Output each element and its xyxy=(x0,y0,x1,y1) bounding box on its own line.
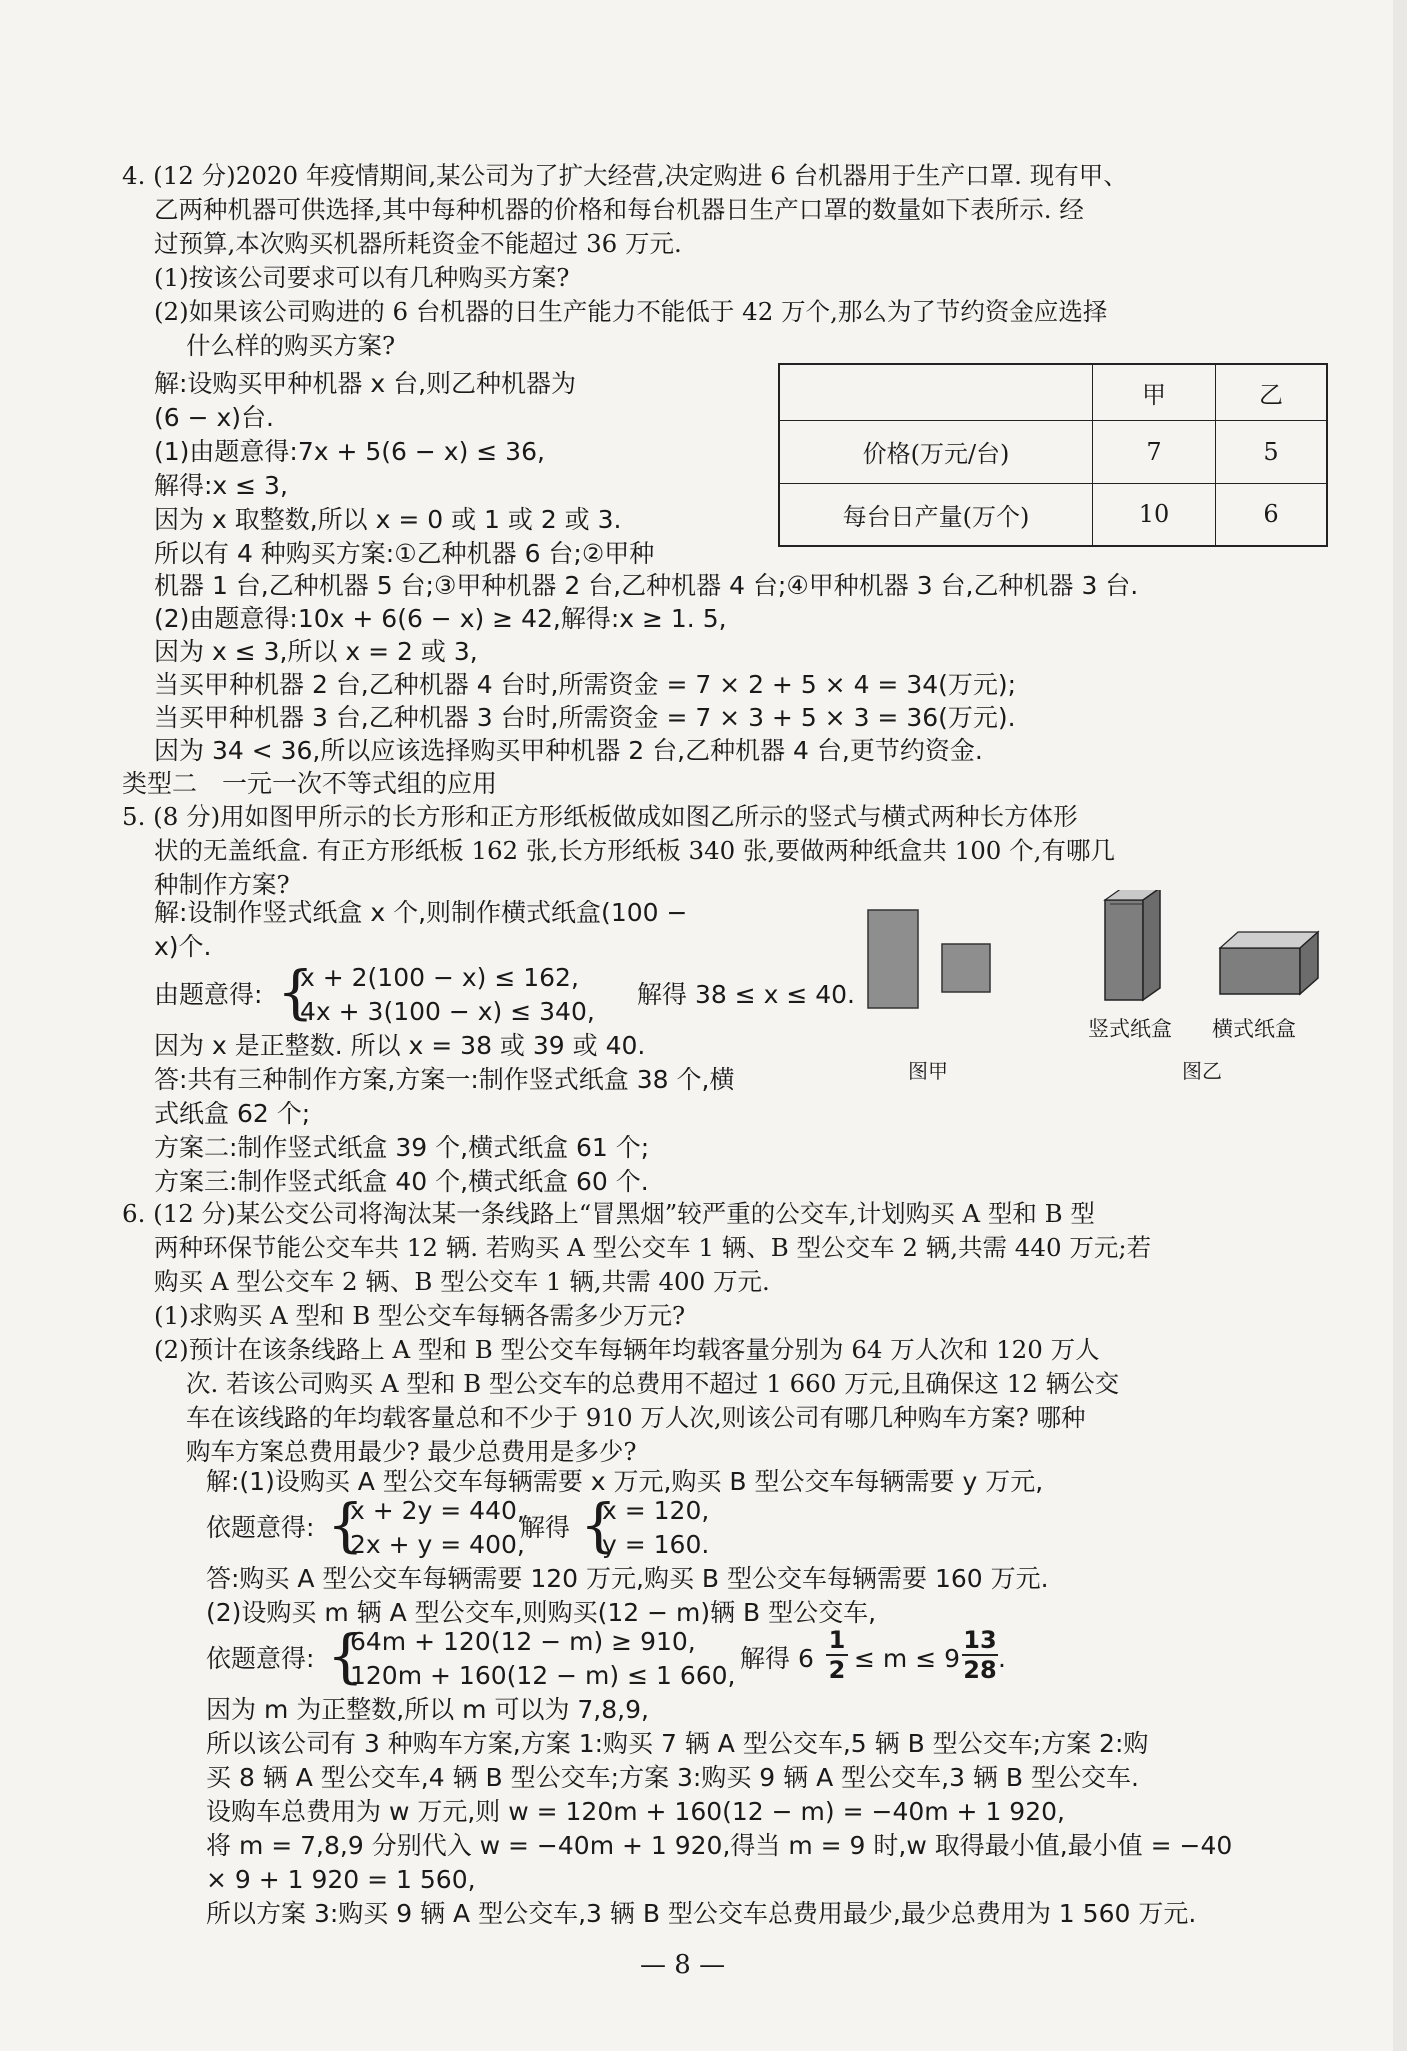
q5-system-result: 解得 38 ≤ x ≤ 40. xyxy=(637,980,855,1009)
q5-solution-2: x)个. xyxy=(154,932,212,961)
q5-solution-5: 答:共有三种制作方案,方案一:制作竖式纸盒 38 个,横 xyxy=(154,1065,735,1094)
q5-system-brace: { xyxy=(277,958,314,1026)
q6-line-2: 两种环保节能公交车共 12 辆. 若购买 A 型公交车 1 辆、B 型公交车 2 辆,共需 440 万元;若 xyxy=(154,1233,1152,1262)
q6-sub-2-line-4: 购车方案总费用最少? 最少总费用是多少? xyxy=(186,1437,637,1466)
table-row xyxy=(779,483,1327,546)
table-row xyxy=(779,421,1327,484)
table-cell: 每台日产量(万个) xyxy=(779,483,1093,546)
q4-line-1: 4. (12 分)2020 年疫情期间,某公司为了扩大经营,决定购进 6 台机器用于生产口罩. 现有甲、 xyxy=(122,161,1128,190)
q6-system2-eq2: 120m + 160(12 − m) ≤ 1 660, xyxy=(350,1661,736,1690)
q4-solution-3: (1)由题意得:7x + 5(6 − x) ≤ 36, xyxy=(154,437,545,466)
fraction-denominator: 28 xyxy=(963,1656,997,1684)
q6-system1-y: y = 160. xyxy=(602,1530,710,1559)
q6-system2-eq1: 64m + 120(12 − m) ≥ 910, xyxy=(350,1627,696,1656)
q5-system-eq1: x + 2(100 − x) ≤ 162, xyxy=(300,963,579,992)
q5-line-2: 状的无盖纸盒. 有正方形纸板 162 张,长方形纸板 340 张,要做两种纸盒共 100 个,有哪几 xyxy=(154,836,1115,865)
page-edge xyxy=(1393,0,1407,2051)
q6-sub-2-line-3: 车在该线路的年均载客量总和不少于 910 万人次,则该公司有哪几种购车方案? 哪种 xyxy=(186,1403,1086,1432)
q4-solution-2: (6 − x)台. xyxy=(154,403,274,432)
q6-system2-solve: 解得 6 xyxy=(740,1644,814,1673)
fraction-numerator: 1 xyxy=(828,1626,846,1654)
table-header-yi: 乙 xyxy=(1216,364,1328,421)
q4-sub-1: (1)按该公司要求可以有几种购买方案? xyxy=(154,263,570,292)
q6-sub-2: (2)预计在该条线路上 A 型和 B 型公交车每辆年均载客量分别为 64 万人次和 120 万人 xyxy=(154,1335,1100,1364)
q5-solution-1: 解:设制作竖式纸盒 x 个,则制作横式纸盒(100 − xyxy=(154,898,688,927)
q6-system1-brace: { xyxy=(327,1491,364,1559)
square-board-icon xyxy=(942,944,990,992)
q6-solution-10: 将 m = 7,8,9 分别代入 w = −40m + 1 920,得当 m = 9 时,w 取得最小值,最小值 = −40 xyxy=(206,1831,1233,1860)
vertical-box-icon xyxy=(1105,890,1160,1000)
q4-solution-7: 机器 1 台,乙种机器 5 台;③甲种机器 2 台,乙种机器 4 台;④甲种机器 3 台,乙种机器 3 台. xyxy=(154,571,1139,600)
q6-line-3: 购买 A 型公交车 2 辆、B 型公交车 1 辆,共需 400 万元. xyxy=(154,1267,770,1296)
horizontal-box-caption: 横式纸盒 xyxy=(1212,1017,1296,1041)
section-heading: 类型二 一元一次不等式组的应用 xyxy=(122,769,498,798)
fraction-one-half xyxy=(826,1626,848,1684)
q5-solution-6: 式纸盒 62 个; xyxy=(154,1099,311,1128)
table-cell: 价格(万元/台) xyxy=(779,421,1093,484)
q5-solution-8: 方案三:制作竖式纸盒 40 个,横式纸盒 60 个. xyxy=(154,1167,649,1196)
table-cell: 5 xyxy=(1216,421,1328,484)
q4-solution-12: 因为 34 < 36,所以应该选择购买甲种机器 2 台,乙种机器 4 台,更节约资金. xyxy=(154,736,983,765)
q5-solution-7: 方案二:制作竖式纸盒 39 个,横式纸盒 61 个; xyxy=(154,1133,650,1162)
q4-solution-5: 因为 x 取整数,所以 x = 0 或 1 或 2 或 3. xyxy=(154,505,622,534)
q4-sub-2-cont: 什么样的购买方案? xyxy=(186,331,396,360)
fraction-thirteen-28 xyxy=(962,1626,998,1684)
q6-solution-11: × 9 + 1 920 = 1 560, xyxy=(206,1865,476,1894)
figure-a-caption: 图甲 xyxy=(908,1059,948,1083)
q6-sub-2-line-2: 次. 若该公司购买 A 型和 B 型公交车的总费用不超过 1 660 万元,且确保这 12 辆公交 xyxy=(186,1369,1120,1398)
q6-system2-brace: { xyxy=(327,1622,364,1690)
q6-system1-solve: 解得 xyxy=(520,1513,571,1542)
q6-system2-end: . xyxy=(998,1644,1006,1673)
table-cell: 7 xyxy=(1093,421,1216,484)
q6-system2-label: 依题意得: xyxy=(206,1644,315,1673)
table-cell: 10 xyxy=(1093,483,1216,546)
paper-box-figure xyxy=(860,890,1340,1090)
fraction-numerator: 13 xyxy=(963,1626,997,1654)
q4-solution-9: 因为 x ≤ 3,所以 x = 2 或 3, xyxy=(154,637,478,666)
q4-line-2: 乙两种机器可供选择,其中每种机器的价格和每台机器日生产口罩的数量如下表所示. 经 xyxy=(154,195,1084,224)
q6-system1-eq2: 2x + y = 400, xyxy=(350,1530,525,1559)
table-header-jia: 甲 xyxy=(1093,364,1216,421)
q6-system2-range: ≤ m ≤ 9 xyxy=(854,1644,960,1673)
machine-spec-table xyxy=(778,363,1328,547)
q6-system1-x: x = 120, xyxy=(602,1496,710,1525)
figure-b-caption: 图乙 xyxy=(1182,1059,1222,1083)
q6-solution-7: 所以该公司有 3 种购车方案,方案 1:购买 7 辆 A 型公交车,5 辆 B 型公交车;方案 2:购 xyxy=(206,1729,1149,1758)
q4-sub-2: (2)如果该公司购进的 6 台机器的日生产能力不能低于 42 万个,那么为了节约资金应选择 xyxy=(154,297,1108,326)
q6-solution-8: 买 8 辆 A 型公交车,4 辆 B 型公交车;方案 3:购买 9 辆 A 型公交车,3 辆 B 型公交车. xyxy=(206,1763,1139,1792)
q5-line-3: 种制作方案? xyxy=(154,870,290,899)
table-header-blank xyxy=(779,364,1093,421)
page-number: — 8 — xyxy=(640,1950,726,1980)
horizontal-box-icon xyxy=(1220,932,1318,994)
q6-line-1: 6. (12 分)某公交公司将淘汰某一条线路上“冒黑烟”较严重的公交车,计划购买 A 型和 B 型 xyxy=(122,1199,1095,1228)
q6-system1-result-brace: { xyxy=(580,1491,617,1559)
q4-solution-10: 当买甲种机器 2 台,乙种机器 4 台时,所需资金 = 7 × 2 + 5 × 4 = 34(万元); xyxy=(154,670,1017,699)
vertical-box-caption: 竖式纸盒 xyxy=(1088,1017,1172,1041)
q6-solution-4: (2)设购买 m 辆 A 型公交车,则购买(12 − m)辆 B 型公交车, xyxy=(206,1598,877,1627)
q4-solution-6: 所以有 4 种购买方案:①乙种机器 6 台;②甲种 xyxy=(154,539,655,568)
q4-line-3: 过预算,本次购买机器所耗资金不能超过 36 万元. xyxy=(154,229,682,258)
q4-solution-11: 当买甲种机器 3 台,乙种机器 3 台时,所需资金 = 7 × 3 + 5 × 3 = 36(万元). xyxy=(154,703,1016,732)
q6-solution-12: 所以方案 3:购买 9 辆 A 型公交车,3 辆 B 型公交车总费用最少,最少总费用为 1 560 万元. xyxy=(206,1899,1197,1928)
rectangle-board-icon xyxy=(868,910,918,1008)
q4-solution-1: 解:设购买甲种机器 x 台,则乙种机器为 xyxy=(154,369,577,398)
q6-system1-eq1: x + 2y = 440, xyxy=(350,1496,525,1525)
q6-solution-9: 设购车总费用为 w 万元,则 w = 120m + 160(12 − m) = −40m + 1 920, xyxy=(206,1797,1065,1826)
q4-solution-4: 解得:x ≤ 3, xyxy=(154,471,288,500)
q5-system-eq2: 4x + 3(100 − x) ≤ 340, xyxy=(300,997,595,1026)
q5-line-1: 5. (8 分)用如图甲所示的长方形和正方形纸板做成如图乙所示的竖式与横式两种长方体形 xyxy=(122,802,1078,831)
fraction-denominator: 2 xyxy=(826,1654,848,1684)
q6-solution-6: 因为 m 为正整数,所以 m 可以为 7,8,9, xyxy=(206,1695,649,1724)
q6-system1-label: 依题意得: xyxy=(206,1513,315,1542)
q6-solution-3: 答:购买 A 型公交车每辆需要 120 万元,购买 B 型公交车每辆需要 160 万元. xyxy=(206,1564,1049,1593)
q6-solution-1: 解:(1)设购买 A 型公交车每辆需要 x 万元,购买 B 型公交车每辆需要 y 万元, xyxy=(206,1467,1044,1496)
table-cell: 6 xyxy=(1216,483,1328,546)
q4-solution-8: (2)由题意得:10x + 6(6 − x) ≥ 42,解得:x ≥ 1. 5, xyxy=(154,604,727,633)
q6-sub-1: (1)求购买 A 型和 B 型公交车每辆各需多少万元? xyxy=(154,1301,686,1330)
q5-system-label: 由题意得: xyxy=(154,980,263,1009)
q5-solution-4: 因为 x 是正整数. 所以 x = 38 或 39 或 40. xyxy=(154,1031,646,1060)
